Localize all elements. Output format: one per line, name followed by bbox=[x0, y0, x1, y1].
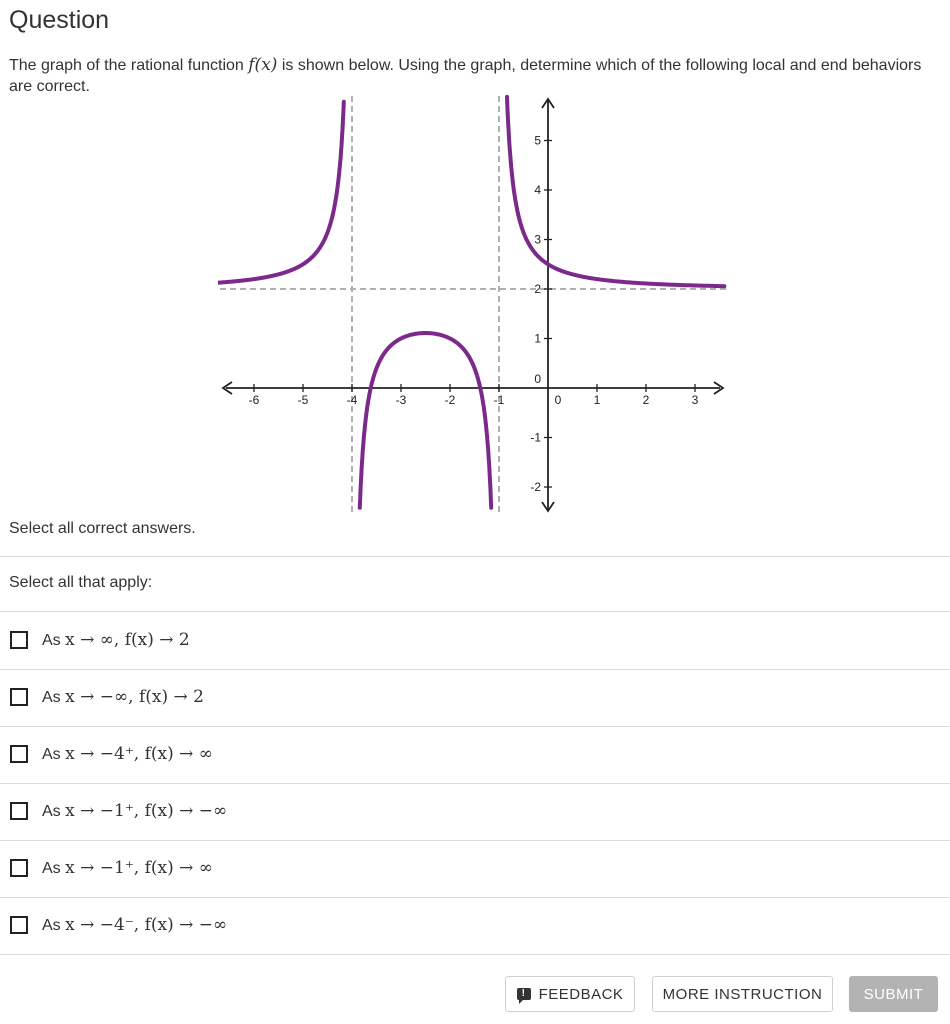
answer-option[interactable] bbox=[0, 669, 950, 725]
x-tick-label: -6 bbox=[248, 393, 260, 407]
checkbox[interactable] bbox=[10, 859, 28, 877]
option-expression: x → ∞, f(x) → 2 bbox=[65, 630, 190, 650]
feedback-icon: ! bbox=[517, 988, 531, 1000]
option-as: As bbox=[42, 803, 61, 820]
more-instruction-button[interactable] bbox=[652, 976, 833, 1012]
function-name: f(x) bbox=[248, 55, 278, 75]
x-tick-label: 0 bbox=[554, 393, 562, 407]
x-tick-label: 3 bbox=[691, 393, 699, 407]
answer-option-label bbox=[42, 687, 204, 707]
asymptote-lines bbox=[220, 96, 726, 514]
option-expression: x → −4⁻, f(x) → −∞ bbox=[65, 915, 228, 935]
answer-option-label bbox=[42, 915, 227, 935]
x-tick-label: -4 bbox=[346, 393, 358, 407]
option-as: As bbox=[42, 746, 61, 763]
y-tick-label: 5 bbox=[534, 133, 541, 148]
question-title: Question bbox=[9, 6, 110, 34]
divider bbox=[0, 954, 950, 955]
checkbox[interactable] bbox=[10, 745, 28, 763]
option-expression: x → −1⁺, f(x) → ∞ bbox=[65, 858, 213, 878]
y-tick-label: 4 bbox=[534, 183, 541, 197]
checkbox[interactable] bbox=[10, 802, 28, 820]
option-expression: x → −1⁺, f(x) → −∞ bbox=[65, 801, 228, 821]
more-instruction-label: MORE INSTRUCTION bbox=[662, 985, 823, 1003]
prompt-text-after: is shown below. Using the graph, determine which of the following local and end behaviors are correct. bbox=[9, 57, 922, 95]
answer-option[interactable] bbox=[0, 726, 950, 782]
option-as: As bbox=[42, 917, 61, 934]
checkbox[interactable] bbox=[10, 631, 28, 649]
x-tick-label: 2 bbox=[642, 393, 650, 407]
select-all-correct-text: Select all correct answers. bbox=[9, 520, 196, 537]
y-tick-label: 2 bbox=[534, 282, 541, 296]
feedback-button[interactable] bbox=[505, 976, 635, 1012]
y-tick-label: -1 bbox=[530, 430, 541, 445]
answer-option-label bbox=[42, 630, 190, 650]
divider bbox=[0, 556, 950, 557]
x-tick-label: 1 bbox=[593, 393, 601, 407]
option-as: As bbox=[42, 689, 61, 706]
answer-option[interactable] bbox=[0, 897, 950, 953]
x-tick-label: -2 bbox=[444, 393, 456, 407]
curve-left-branch bbox=[218, 102, 344, 283]
option-expression: x → −4⁺, f(x) → ∞ bbox=[65, 744, 213, 764]
option-as: As bbox=[42, 860, 61, 877]
y-tick-label: 3 bbox=[534, 232, 541, 247]
function-graph bbox=[218, 92, 730, 518]
prompt-text-before: The graph of the rational function bbox=[9, 57, 249, 74]
submit-label: SUBMIT bbox=[863, 985, 924, 1003]
x-tick-label: -1 bbox=[493, 393, 505, 407]
option-as: As bbox=[42, 632, 61, 649]
x-tick-label: -5 bbox=[297, 393, 309, 407]
checkbox[interactable] bbox=[10, 916, 28, 934]
feedback-label: FEEDBACK bbox=[538, 985, 624, 1003]
option-expression: x → −∞, f(x) → 2 bbox=[65, 687, 204, 707]
answer-option[interactable] bbox=[0, 840, 950, 896]
answer-option[interactable] bbox=[0, 612, 950, 668]
question-prompt bbox=[9, 55, 929, 97]
axes bbox=[223, 99, 723, 511]
x-tick-label: -3 bbox=[395, 393, 407, 407]
select-all-apply-text: Select all that apply: bbox=[9, 574, 153, 591]
y-tick-label: 0 bbox=[534, 372, 541, 386]
curve-middle-branch bbox=[360, 333, 491, 508]
y-tick-label: 1 bbox=[534, 331, 541, 346]
answer-option-label bbox=[42, 801, 227, 821]
answer-option-label bbox=[42, 744, 213, 764]
tick-labels bbox=[249, 134, 699, 495]
curves bbox=[218, 97, 724, 508]
answer-option[interactable] bbox=[0, 783, 950, 839]
y-tick-label: -2 bbox=[530, 480, 541, 494]
checkbox[interactable] bbox=[10, 688, 28, 706]
submit-button[interactable] bbox=[849, 976, 938, 1012]
answer-option-label bbox=[42, 858, 213, 878]
